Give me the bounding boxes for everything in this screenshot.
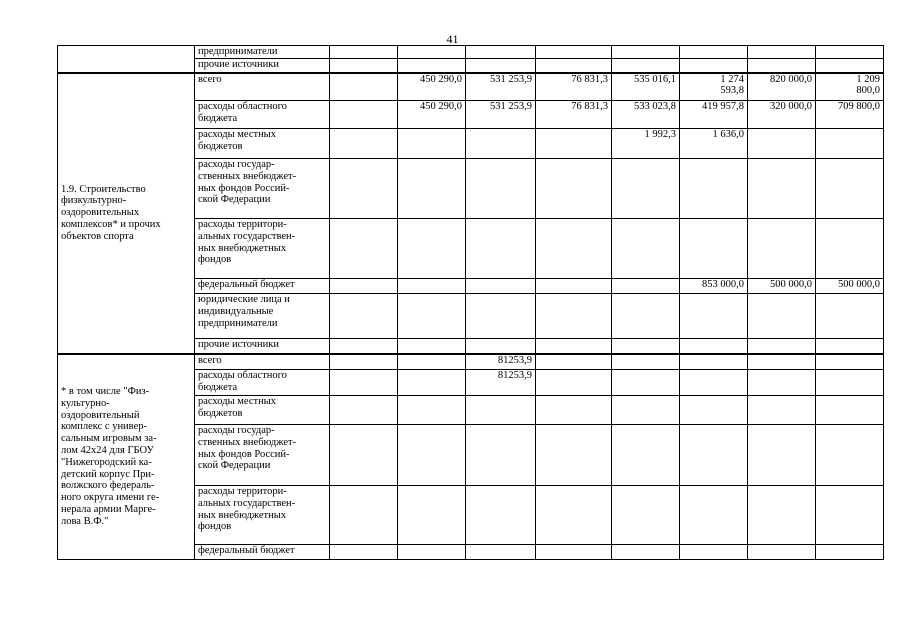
value-cell [330,486,398,545]
funding-source-cell: расходы государ- ственных внебюджет- ных фондов Россий- ской Федерации [195,425,330,486]
value-cell [748,294,816,339]
value-cell [466,279,536,294]
value-cell: 1 636,0 [680,129,748,159]
value-cell [466,339,536,354]
budget-table [57,45,884,560]
value-cell [680,46,748,59]
value-cell [680,354,748,370]
funding-source-cell: всего [195,354,330,370]
table-body [58,46,884,560]
value-cell [748,219,816,279]
value-cell: 1 992,3 [612,129,680,159]
value-cell [536,486,612,545]
value-cell [330,159,398,219]
value-cell [536,59,612,73]
value-cell [680,425,748,486]
value-cell: 1 274 593,8 [680,73,748,101]
value-cell [466,294,536,339]
value-cell [680,370,748,396]
value-cell: 853 000,0 [680,279,748,294]
value-cell [330,73,398,101]
value-cell [680,545,748,560]
value-cell [536,279,612,294]
value-cell [816,59,884,73]
value-cell [330,396,398,425]
funding-source-cell: юридические лица и индивидуальные предприниматели [195,294,330,339]
value-cell [816,219,884,279]
value-cell [398,46,466,59]
funding-source-cell: предприниматели [195,46,330,59]
value-cell [536,46,612,59]
value-cell [612,545,680,560]
value-cell [612,46,680,59]
value-cell [612,59,680,73]
value-cell [612,396,680,425]
value-cell: 531 253,9 [466,73,536,101]
value-cell [398,354,466,370]
value-cell [748,129,816,159]
value-cell [398,59,466,73]
funding-source-cell: расходы областного бюджета [195,101,330,129]
value-cell: 76 831,3 [536,101,612,129]
value-cell [330,279,398,294]
value-cell [680,219,748,279]
value-cell [680,294,748,339]
value-cell: 419 957,8 [680,101,748,129]
page-number: 41 [446,32,459,46]
value-cell [536,545,612,560]
value-cell [748,339,816,354]
value-cell: 76 831,3 [536,73,612,101]
value-cell [680,486,748,545]
value-cell [748,425,816,486]
value-cell: 533 023,8 [612,101,680,129]
value-cell [612,370,680,396]
value-cell [816,354,884,370]
section-name-cell: 1.9. Строительство физкультурно- оздоровительных комплексов* и прочих объектов спорта [58,73,195,354]
value-cell [398,339,466,354]
section-name-cell [58,46,195,73]
value-cell [398,159,466,219]
table-row [58,73,884,101]
value-cell [330,46,398,59]
value-cell [466,159,536,219]
funding-source-cell: расходы государ- ственных внебюджет- ных фондов Россий- ской Федерации [195,159,330,219]
value-cell: 450 290,0 [398,73,466,101]
value-cell [330,101,398,129]
value-cell [466,425,536,486]
value-cell [612,339,680,354]
value-cell [398,219,466,279]
value-cell [612,425,680,486]
value-cell [536,129,612,159]
value-cell [330,129,398,159]
funding-source-cell: расходы областного бюджета [195,370,330,396]
value-cell: 500 000,0 [816,279,884,294]
value-cell [748,486,816,545]
value-cell [398,486,466,545]
value-cell [816,396,884,425]
value-cell [466,486,536,545]
value-cell [330,219,398,279]
funding-source-cell: федеральный бюджет [195,279,330,294]
value-cell [536,159,612,219]
value-cell [748,59,816,73]
value-cell [398,545,466,560]
value-cell [536,396,612,425]
value-cell [748,396,816,425]
value-cell [816,486,884,545]
funding-source-cell: прочие источники [195,339,330,354]
value-cell [816,425,884,486]
value-cell [330,354,398,370]
value-cell [748,354,816,370]
value-cell: 81253,9 [466,354,536,370]
value-cell [398,294,466,339]
value-cell [330,59,398,73]
value-cell [330,339,398,354]
value-cell [330,425,398,486]
value-cell: 1 209 800,0 [816,73,884,101]
value-cell [466,396,536,425]
value-cell [816,46,884,59]
value-cell [612,279,680,294]
funding-source-cell: расходы местных бюджетов [195,129,330,159]
funding-source-cell: всего [195,73,330,101]
value-cell: 531 253,9 [466,101,536,129]
value-cell: 535 016,1 [612,73,680,101]
value-cell [680,59,748,73]
value-cell [816,370,884,396]
value-cell [748,545,816,560]
value-cell [536,425,612,486]
value-cell [612,354,680,370]
funding-source-cell: федеральный бюджет [195,545,330,560]
value-cell [816,294,884,339]
value-cell [816,545,884,560]
value-cell [536,294,612,339]
table-row [58,354,884,370]
value-cell [536,339,612,354]
funding-source-cell: расходы местных бюджетов [195,396,330,425]
value-cell [330,370,398,396]
value-cell [466,59,536,73]
value-cell [536,219,612,279]
section-name-cell: * в том числе "Физ- культурно- оздоровительный комплекс с универ- сальным игровым за- лом 42х24 для ГБОУ "Нижегородский ка- детский корпус При- волжского федераль- ного округа имени ге- нерала армии Марге- лова В.Ф." [58,354,195,560]
value-cell: 450 290,0 [398,101,466,129]
value-cell [816,339,884,354]
value-cell [466,129,536,159]
value-cell [398,279,466,294]
value-cell [330,294,398,339]
value-cell: 500 000,0 [748,279,816,294]
value-cell [748,46,816,59]
value-cell [816,159,884,219]
value-cell: 320 000,0 [748,101,816,129]
value-cell [466,545,536,560]
value-cell [748,159,816,219]
value-cell [398,129,466,159]
value-cell: 81253,9 [466,370,536,396]
value-cell [398,396,466,425]
value-cell [612,159,680,219]
value-cell [466,219,536,279]
value-cell [816,129,884,159]
value-cell [398,425,466,486]
value-cell [536,370,612,396]
value-cell [612,486,680,545]
funding-source-cell: расходы территори- альных государствен- ных внебюджетных фондов [195,219,330,279]
value-cell [536,354,612,370]
value-cell [680,339,748,354]
value-cell [330,545,398,560]
table-row [58,46,884,59]
value-cell [680,159,748,219]
value-cell [680,396,748,425]
value-cell [612,219,680,279]
value-cell [398,370,466,396]
value-cell [466,46,536,59]
value-cell: 820 000,0 [748,73,816,101]
value-cell [612,294,680,339]
funding-source-cell: расходы территори- альных государствен- ных внебюджетных фондов [195,486,330,545]
value-cell [748,370,816,396]
value-cell: 709 800,0 [816,101,884,129]
funding-source-cell: прочие источники [195,59,330,73]
